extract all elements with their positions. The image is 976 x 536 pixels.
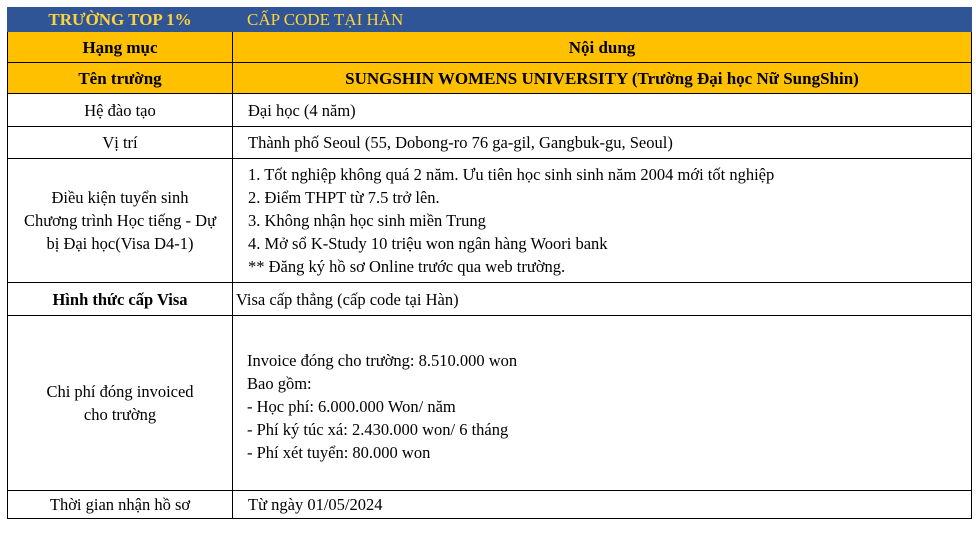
banner-top-school: TRƯỜNG TOP 1% bbox=[8, 8, 233, 32]
school-label: Tên trường bbox=[8, 63, 233, 94]
location-label: Vị trí bbox=[8, 127, 233, 159]
location-value: Thành phố Seoul (55, Dobong-ro 76 ga-gil, Gangbuk-gu, Seoul) bbox=[233, 127, 972, 159]
training-label: Hệ đào tạo bbox=[8, 94, 233, 127]
conditions-row bbox=[8, 159, 972, 283]
location-row bbox=[8, 127, 972, 159]
conditions-label-line: bị Đại học(Visa D4-1) bbox=[46, 234, 194, 253]
visa-row bbox=[8, 283, 972, 316]
training-value: Đại học (4 năm) bbox=[233, 94, 972, 127]
conditions-list bbox=[233, 159, 972, 283]
school-row bbox=[8, 63, 972, 94]
header-content: Nội dung bbox=[233, 32, 972, 63]
fees-label-line: Chi phí đóng invoiced bbox=[46, 382, 194, 401]
info-table bbox=[7, 7, 972, 519]
tuition-fee: - Học phí: 6.000.000 Won/ năm bbox=[247, 396, 456, 416]
header-category: Hạng mục bbox=[8, 32, 233, 63]
fees-includes: Bao gồm: bbox=[247, 373, 312, 393]
condition-note: ** Đăng ký hồ sơ Online trước qua web trường. bbox=[248, 257, 566, 276]
application-fee: - Phí xét tuyển: 80.000 won bbox=[247, 442, 431, 462]
visa-value: Visa cấp thẳng (cấp code tại Hàn) bbox=[233, 283, 972, 316]
deadline-value: Từ ngày 01/05/2024 bbox=[233, 491, 972, 519]
conditions-label-line: Chương trình Học tiếng - Dự bbox=[23, 211, 217, 230]
deadline-label: Thời gian nhận hồ sơ bbox=[8, 491, 233, 519]
deadline-row bbox=[8, 491, 972, 519]
banner-row bbox=[8, 8, 972, 32]
invoice-total: Invoice đóng cho trường: 8.510.000 won bbox=[247, 350, 518, 370]
fees-row bbox=[8, 316, 972, 491]
banner-code-korea: CẤP CODE TẠI HÀN bbox=[233, 8, 972, 32]
conditions-label bbox=[8, 159, 233, 283]
fees-label-line: cho trường bbox=[83, 405, 157, 424]
condition-item: 4. Mở sổ K-Study 10 triệu won ngân hàng Woori bank bbox=[248, 234, 608, 253]
school-name: SUNGSHIN WOMENS UNIVERSITY (Trường Đại học Nữ SungShin) bbox=[233, 63, 972, 94]
fees-details bbox=[233, 316, 972, 491]
condition-item: 3. Không nhận học sinh miền Trung bbox=[248, 211, 486, 230]
condition-item: 2. Điểm THPT từ 7.5 trở lên. bbox=[248, 188, 440, 207]
dormitory-fee: - Phí ký túc xá: 2.430.000 won/ 6 tháng bbox=[247, 419, 509, 439]
conditions-label-line: Điều kiện tuyển sinh bbox=[51, 188, 189, 207]
fees-label bbox=[8, 316, 233, 491]
condition-item: 1. Tốt nghiệp không quá 2 năm. Ưu tiên học sinh sinh năm 2004 mới tốt nghiệp bbox=[248, 165, 775, 184]
visa-label: Hình thức cấp Visa bbox=[8, 283, 233, 316]
header-row bbox=[8, 32, 972, 63]
training-row bbox=[8, 94, 972, 127]
